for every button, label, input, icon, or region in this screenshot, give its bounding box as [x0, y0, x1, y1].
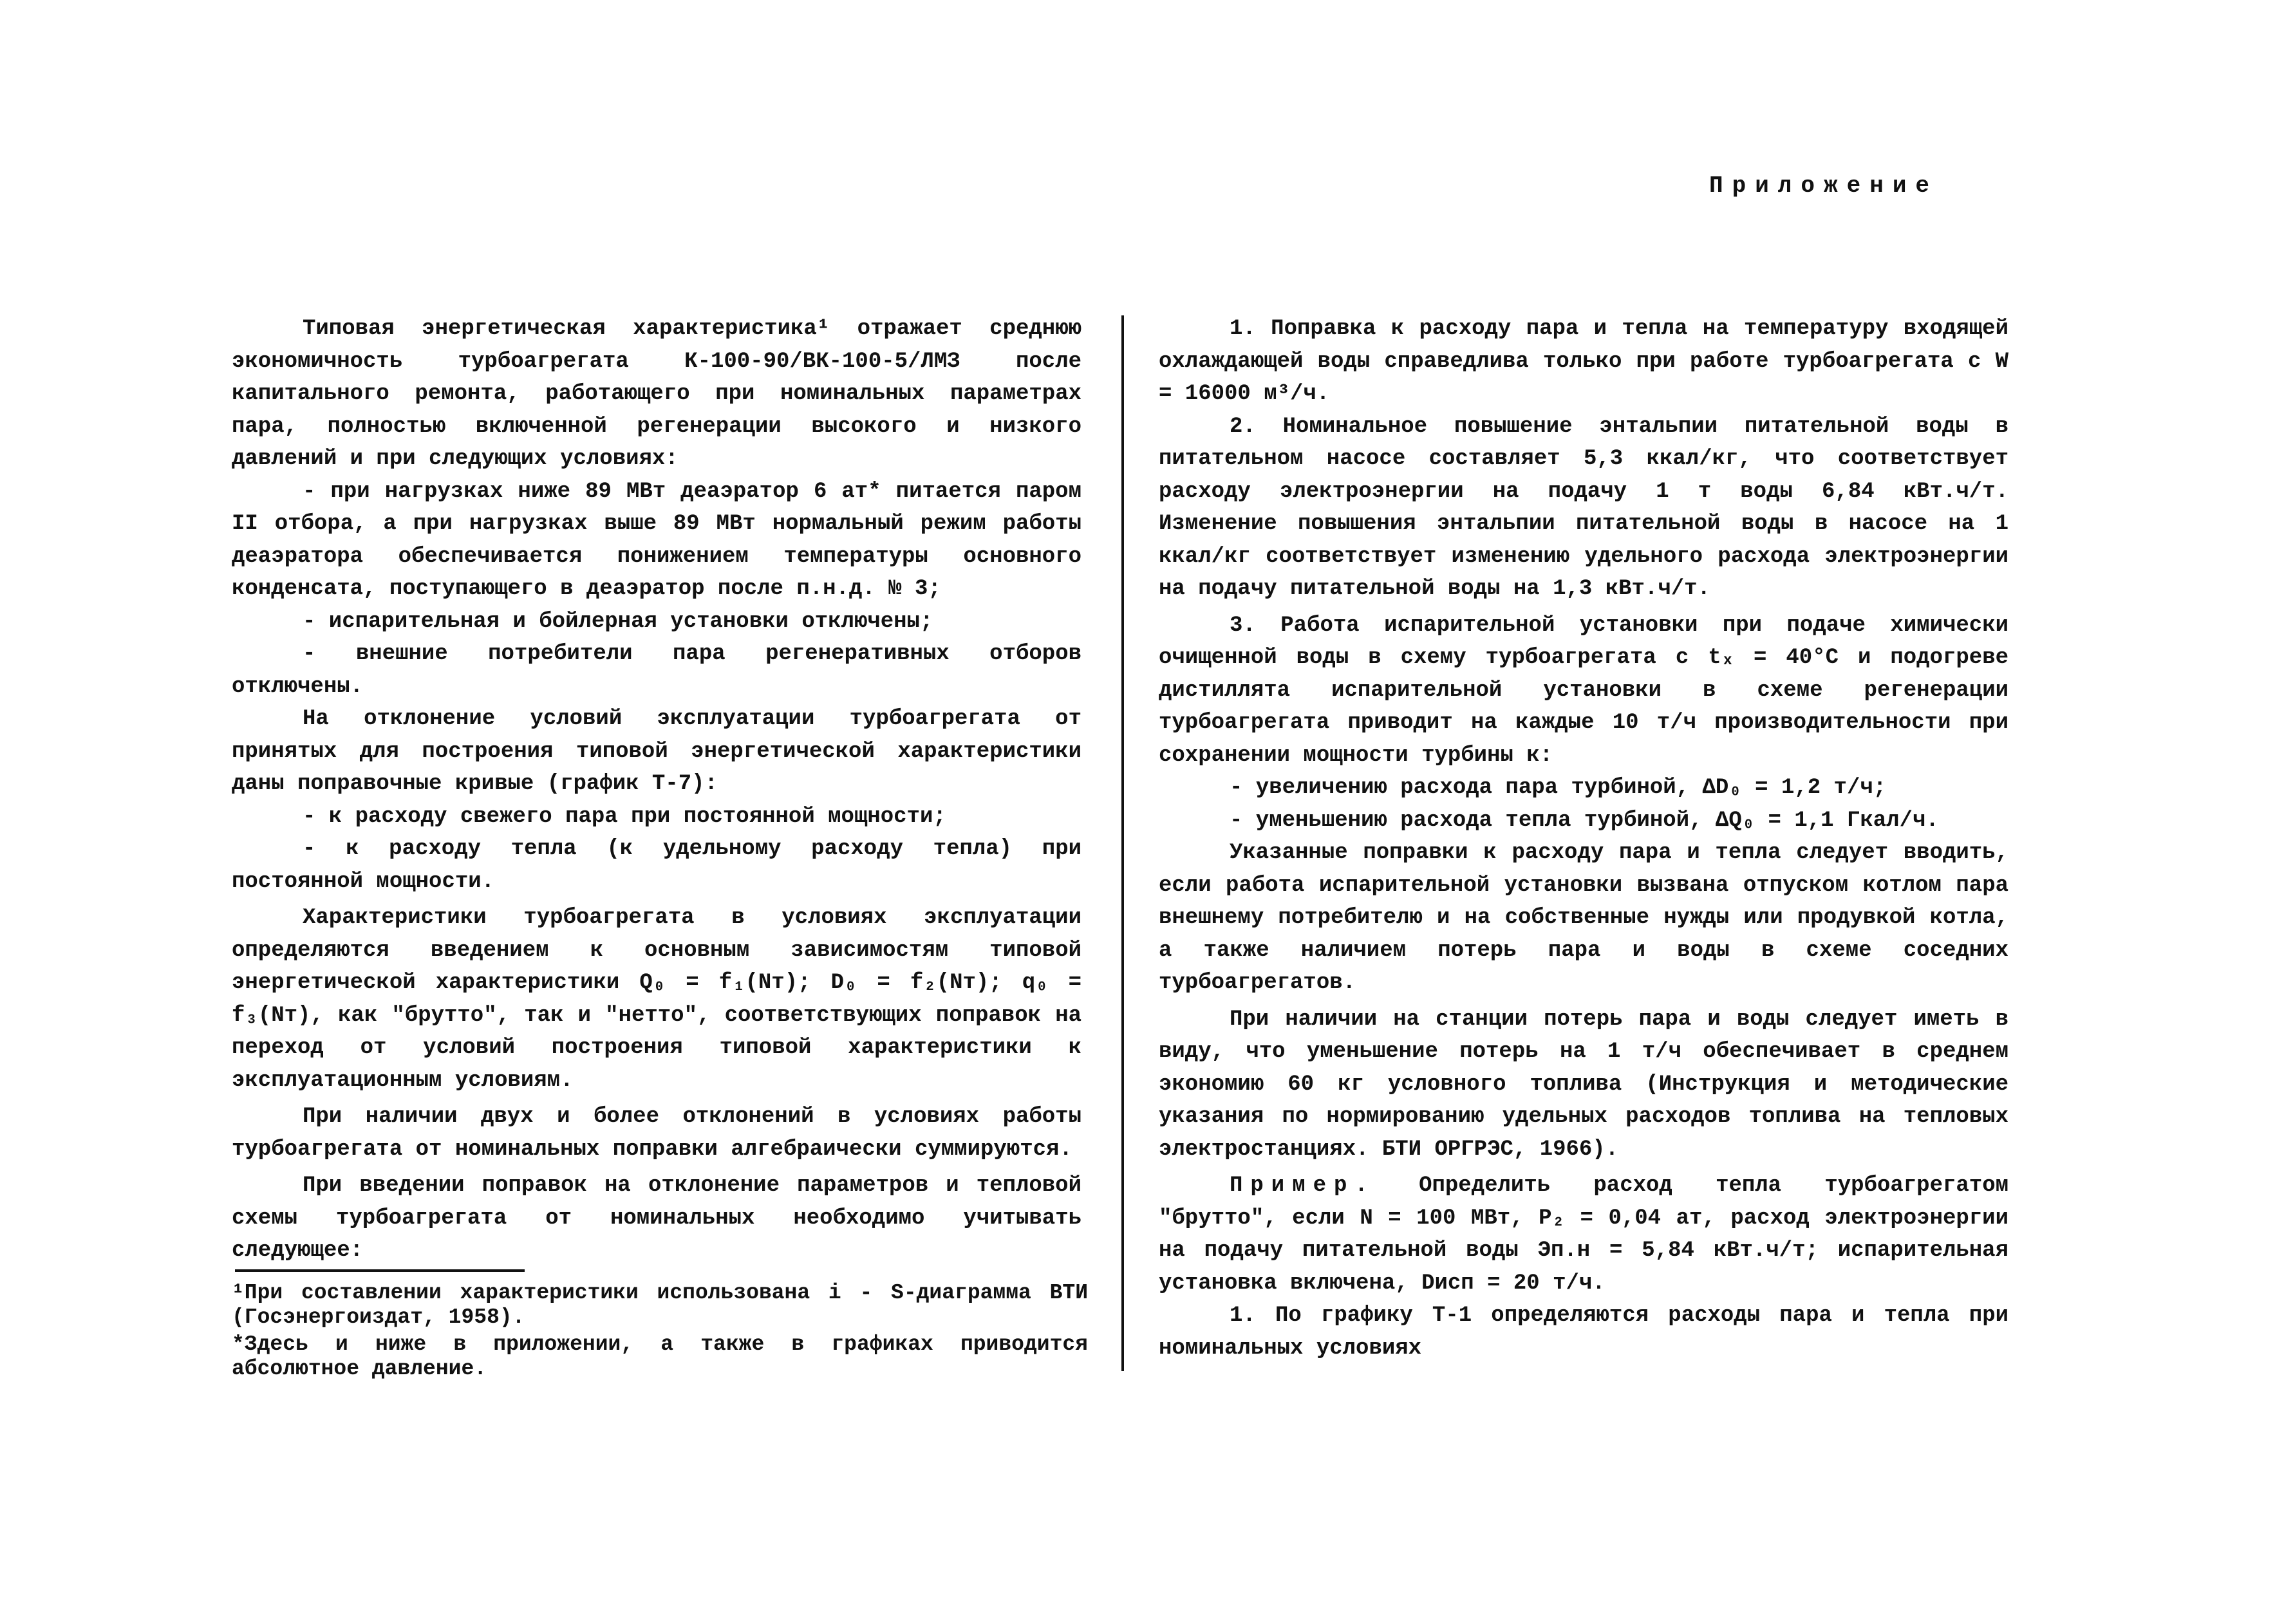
- page-heading: Приложение: [1709, 173, 1939, 199]
- multiple-deviations-paragraph: При наличии двух и более отклонений в условиях работы турбоагрегата от номинальных поправки алгебраически суммируются.: [232, 1105, 1081, 1162]
- deviation-intro: На отклонение условий эксплуатации турбоагрегата от принятых для построения типовой энергетической характеристики даны поправочные кривые (график Т-7):: [232, 707, 1081, 796]
- correction-2: 2. Номинальное повышение энтальпии питательной воды в питательном насосе составляет 5,3 ккал/кг, что соответствует расходу электроэнергии на подачу 1 т воды 6,84 кВт.ч/т. Изменение повышения энтальпии питательной воды в насосе на 1 ккал/кг соответствует изменению удельного расхода электроэнергии на подачу питательной воды на 1,3 кВт.ч/т.: [1159, 414, 2008, 601]
- condition-item: - испарительная и бойлерная установки отключены;: [303, 609, 933, 634]
- footnote-rule: [235, 1269, 525, 1272]
- footnotes: [232, 1281, 1088, 1381]
- consider-paragraph: При введении поправок на отклонение параметров и тепловой схемы турбоагрегата от номинальных необходимо учитывать следующее:: [232, 1173, 1081, 1263]
- example-step-1: 1. По графику Т-1 определяются расходы пара и тепла при номинальных условиях: [1159, 1303, 2008, 1361]
- corrections-note: Указанные поправки к расходу пара и тепла следует вводить, если работа испарительной установки вызвана отпуском котлом пара внешнему потребителю и на собственные нужды или продувкой котла, а также наличием потерь пара и воды в схеме соседних турбоагрегатов.: [1159, 841, 2008, 995]
- intro-paragraph: Типовая энергетическая характеристика¹ отражает среднюю экономичность турбоагрегата К-100-90/ВК-100-5/ЛМЗ после капитального ремонта, работающего при номинальных параметрах пара, полностью включенной регенерации высокого и низкого давлений и при следующих условиях:: [232, 317, 1081, 471]
- condition-item: - при нагрузках ниже 89 МВт деаэратор 6 ат* питается паром II отбора, а при нагрузках выше 89 МВт нормальный режим работы деаэратора обеспечивается понижением температуры основного конденсата, поступающего в деаэратор после п.н.д. № 3;: [232, 479, 1081, 601]
- correction-3: 3. Работа испарительной установки при подаче химически очищенной воды в схему турбоагрегата с tₓ = 40°С и подогреве дистиллята испарительной установки в схеме регенерации турбоагрегата приводит на каждые 10 т/ч производительности при сохранении мощности турбины к:: [1159, 613, 2008, 768]
- column-divider: [1121, 315, 1124, 1371]
- deviation-item: - к расходу свежего пара при постоянной мощности;: [303, 804, 946, 829]
- correction-1: 1. Поправка к расходу пара и тепла на температуру входящей охлаждающей воды справедлива только при работе турбоагрегата с W = 16000 м³/ч.: [1159, 317, 2008, 406]
- footnote-2: *Здесь и ниже в приложении, а также в графиках приводится абсолютное давление.: [232, 1332, 1088, 1381]
- example-paragraph: [1159, 1170, 2008, 1300]
- example-text: Определить расход тепла турбоагрегатом "брутто", если N = 100 МВт, P₂ = 0,04 ат, расход электроэнергии на подачу питательной воды Эп.н = 5,84 кВт.ч/т; испарительная установка включена, Dисп = 20 т/ч.: [1159, 1173, 2008, 1296]
- correction-3-item: - увеличению расхода пара турбиной, ΔD₀ = 1,2 т/ч;: [1230, 776, 1887, 800]
- condition-item: - внешние потребители пара регенеративных отборов отключены.: [232, 642, 1081, 699]
- footnote-1: ¹При составлении характеристики использована i - S-диаграмма ВТИ (Госэнергоиздат, 1958).: [232, 1281, 1088, 1329]
- deviation-item: - к расходу тепла (к удельному расходу тепла) при постоянной мощности.: [232, 837, 1081, 894]
- correction-3-item: - уменьшению расхода тепла турбиной, ΔQ₀ = 1,1 Гкал/ч.: [1230, 808, 1939, 833]
- losses-paragraph: При наличии на станции потерь пара и воды следует иметь в виду, что уменьшение потерь на 1 т/ч обеспечивает в среднем экономию 60 кг условного топлива (Инструкция и методические указания по нормированию удельных расходов топлива на тепловых электростанциях. БТИ ОРГРЭС, 1966).: [1159, 1007, 2008, 1162]
- operating-paragraph: Характеристики турбоагрегата в условиях эксплуатации определяются введением к основным зависимостям типовой энергетической характеристики Q₀ = f₁(Nт); D₀ = f₂(Nт); q₀ = f₃(Nт), как "брутто", так и "нетто", соответствующих поправок на переход от условий построения типовой характеристики к эксплуатационным условиям.: [232, 906, 1081, 1093]
- example-label: Пример.: [1230, 1173, 1376, 1198]
- left-column: [232, 313, 1081, 1267]
- right-column: [1159, 313, 2008, 1365]
